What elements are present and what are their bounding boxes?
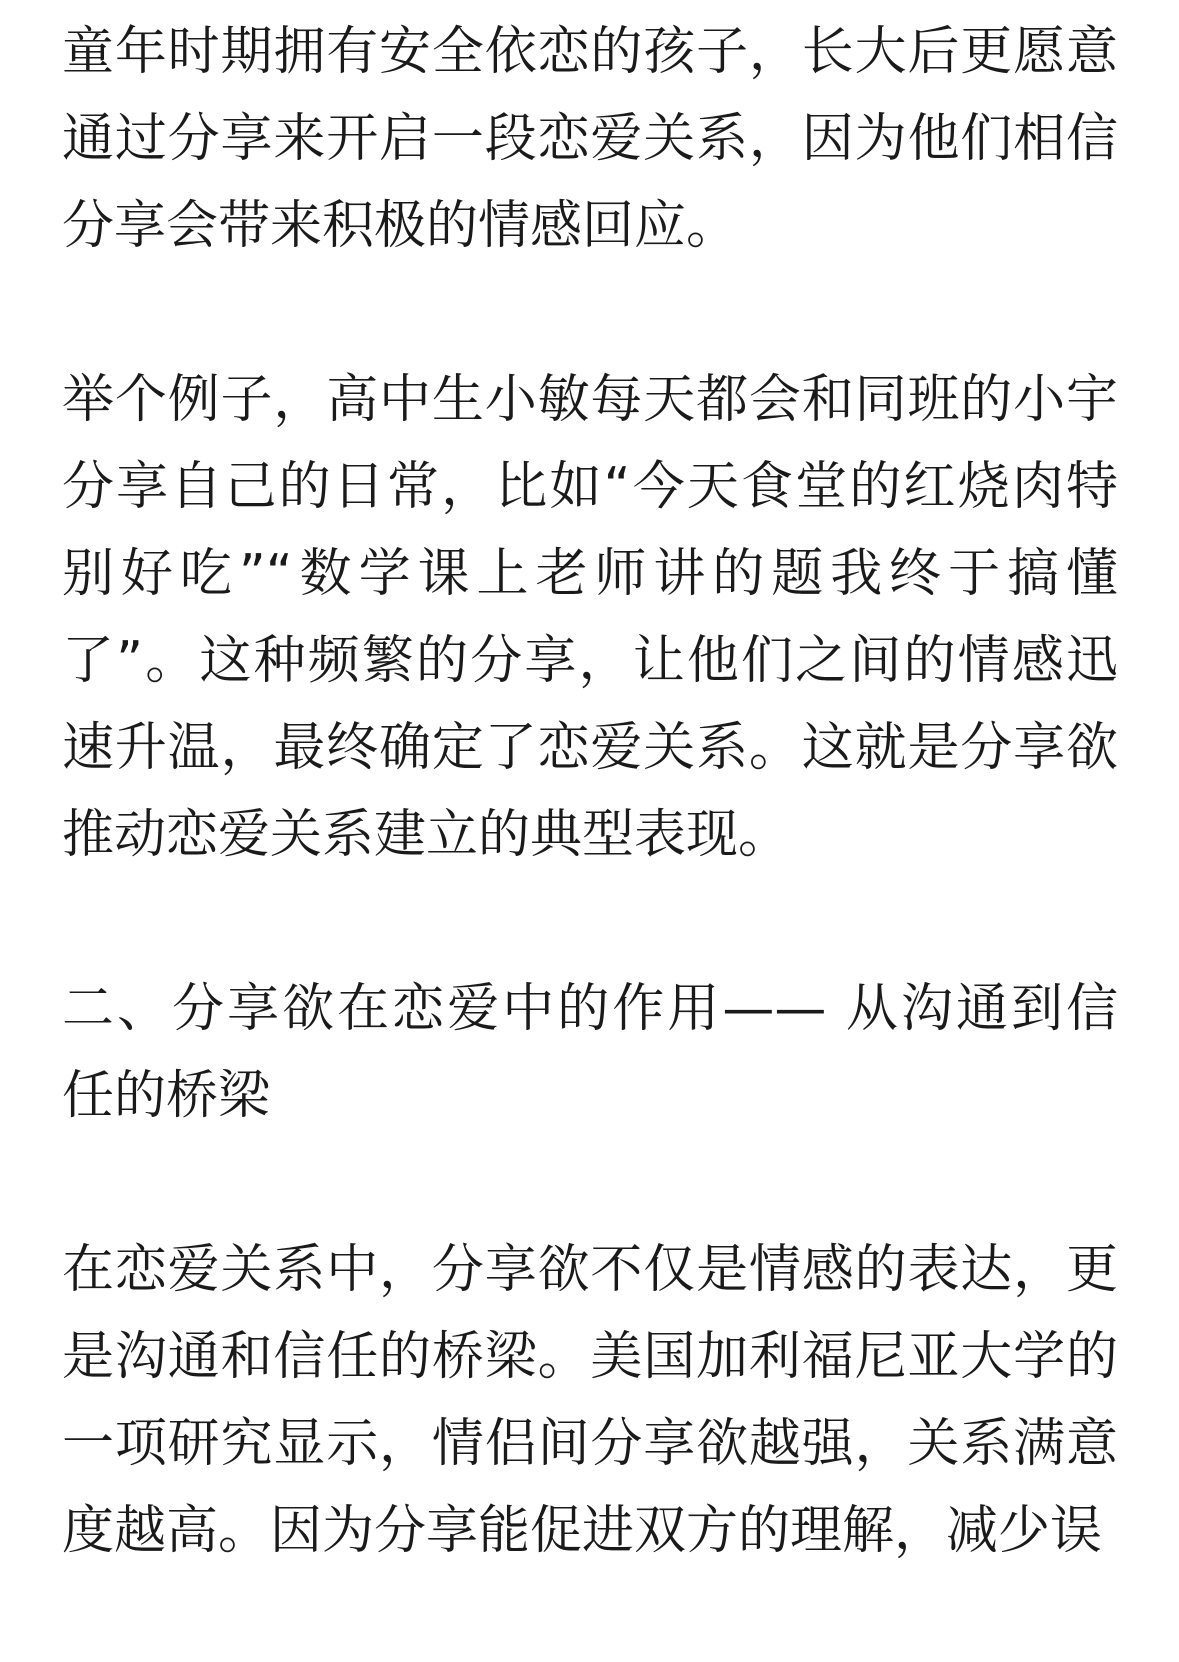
- paragraph-attachment-style: 童年时期拥有安全依恋的孩子，长大后更愿意通过分享来开启一段恋爱关系，因为他们相信分享会带来积极的情感回应。: [62, 22, 1118, 256]
- section-heading: 二、分享欲在恋爱中的作用—— 从沟通到信任的桥梁: [62, 979, 1118, 1126]
- paragraph-section-intro: 在恋爱关系中，分享欲不仅是情感的表达，更是沟通和信任的桥梁。美国加利福尼亚大学的一项研究显示，情侣间分享欲越强，关系满意度越高。因为分享能促进双方的理解，减少误: [62, 1240, 1118, 1561]
- paragraph-example: 举个例子，高中生小敏每天都会和同班的小宇分享自己的日常，比如“今天食堂的红烧肉特别好吃”“数学课上老师讲的题我终于搞懂了”。这种频繁的分享，让他们之间的情感迅速升温，最终确定了恋爱关系。这就是分享欲推动恋爱关系建立的典型表现。: [62, 370, 1118, 865]
- article-body: [62, 0, 1118, 1662]
